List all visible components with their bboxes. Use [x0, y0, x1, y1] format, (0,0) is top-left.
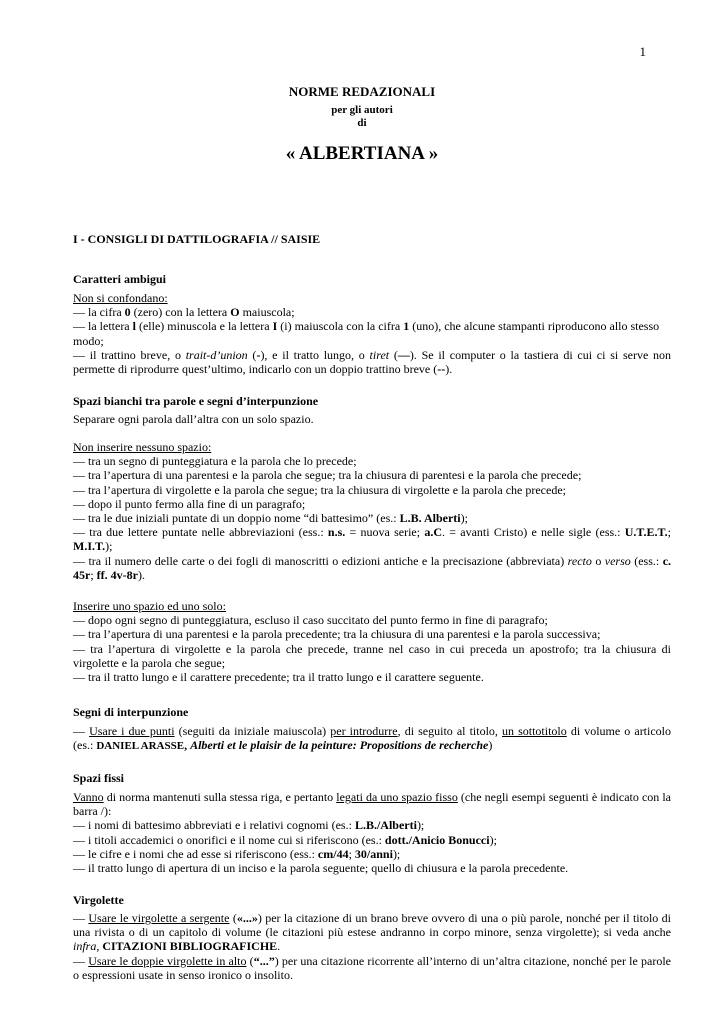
document-subtitle — [0, 104, 724, 130]
none-item-3: — tra l’apertura di virgolette e la parola che segue; tra la chiusura di virgolette e la parola che precede; — [73, 482, 566, 497]
heading-spazi-bianchi: Spazi bianchi tra parole e segni d’interpunzione — [73, 394, 319, 408]
one-item-1: — dopo ogni segno di punteggiatura, escluso il caso succitato del punto fermo in fine di paragrafo; — [73, 613, 548, 628]
caratteri-item-2: — la lettera l (elle) minuscola e la lettera I (i) maiuscola con la cifra 1 (uno), che alcune stampanti riproducono allo stesso modo; — [73, 319, 660, 348]
subtitle-line-1: per gli autori — [331, 104, 393, 116]
fissi-item-4: — il tratto lungo di apertura di un inciso e la parola seguente; quello di chiusura e la parola precedente. — [73, 861, 569, 876]
one-list-title: Inserire uno spazio ed uno solo: — [73, 599, 226, 613]
heading-virgolette: Virgolette — [73, 893, 124, 907]
none-item-1: — tra un segno di punteggiatura e la parola che lo precede; — [73, 454, 357, 469]
caratteri-item-1: — la cifra 0 (zero) con la lettera O maiuscola; — [73, 305, 295, 320]
none-item-2: — tra l’apertura di una parentesi e la parola che segue; tra la chiusura di parentesi e la parola che precede; — [73, 468, 582, 483]
none-item-5: — tra le due iniziali puntate di un doppio nome “di battesimo” (es.: L.B. Alberti); — [73, 511, 468, 526]
journal-title: « ALBERTIANA » — [285, 143, 439, 164]
caratteri-intro: Non si confondano: — [73, 291, 168, 305]
heading-caratteri-ambigui: Caratteri ambigui — [73, 272, 166, 286]
virgolette-item-2: — Usare le doppie virgolette in alto (“...”) per una citazione ricorrente all’interno di un’altra citazione, nonché per le parole o espressioni usate in senso ironico o insolito. — [73, 953, 672, 982]
none-list-title: Non inserire nessuno spazio: — [73, 440, 212, 454]
subtitle-line-2: di — [357, 117, 367, 129]
virgolette-block — [73, 911, 671, 982]
fissi-item-3: — le cifre e i nomi che ad esse si riferiscono (ess.: cm/44; 30/anni); — [73, 846, 401, 861]
fissi-item-1: — i nomi di battesimo abbreviati e i relativi cognomi (es.: L.B./Alberti); — [73, 818, 425, 833]
spazi-none-list — [73, 440, 671, 582]
none-item-7: — tra il numero delle carte o dei fogli di manoscritti o edizioni antiche e la precisazione (abbreviata) recto o verso (ess.: c. 45r; ff. 4v-8r). — [73, 553, 672, 582]
one-item-4: — tra il tratto lungo e il carattere precedente; tra il tratto lungo e il carattere seguente. — [73, 670, 484, 685]
segni-paragraph: — Usare i due punti (seguiti da iniziale maiuscola) per introdurre, di seguito al titolo, un sottotitolo di volume o articolo (es.: DANIEL ARASSE, Alberti et le plaisir de la peinture: Propositions de recherche) — [73, 724, 672, 753]
none-item-4: — dopo il punto fermo alla fine di un paragrafo; — [73, 496, 306, 511]
section-heading-1: I - CONSIGLI DI DATTILOGRAFIA // SAISIE — [73, 232, 321, 246]
none-item-6: — tra due lettere puntate nelle abbreviazioni (ess.: n.s. = nuova serie; a.C. = avanti Cristo) e nelle sigle (ess.: U.T.E.T.; M.I.T.); — [73, 525, 671, 554]
fissi-item-2: — i titoli accademici o onorifici e il nome cui si riferiscono (es.: dott./Anicio Bonucci); — [73, 832, 497, 847]
spazi-one-list — [73, 599, 671, 684]
page-number: 1 — [639, 44, 646, 59]
heading-segni-interpunzione: Segni di interpunzione — [73, 705, 189, 719]
heading-spazi-fissi: Spazi fissi — [73, 771, 125, 785]
one-item-3: — tra l’apertura di virgolette e la parola che precede, tranne nel caso in cui preceda un apostrofo; tra la chiusura di virgolette e la parola che segue; — [73, 641, 671, 670]
document-title: NORME REDAZIONALI — [288, 84, 436, 99]
spazi-intro: Separare ogni parola dall’altra con un solo spazio. — [73, 412, 314, 426]
virgolette-item-1: — Usare le virgolette a sergente («...») per la citazione di un brano breve ovvero di una o più parole, nonché per il titolo di una rivista o di un capitolo di volume (le citazioni più estese andranno in corpo minore, senza virgolette); si veda anche infra, CITAZIONI BIBLIOGRAFICHE. — [73, 911, 672, 954]
one-item-2: — tra l’apertura di una parentesi e la parola precedente; tra la chiusura di una parentesi e la parola successiva; — [73, 627, 601, 642]
caratteri-block — [73, 291, 671, 376]
fissi-block: Vanno di norma mantenuti sulla stessa riga, e pertanto legati da uno spazio fisso (che negli esempi seguenti è indicato con la barra /): — i nomi di battesimo abbreviati e i relativi cognomi (es.: L.B./Alberti); — i titoli accademici o onorifici e il nome cui si riferiscono (es.: dott./Anicio Bonucci); — le cifre e i nomi che ad esse si riferiscono (ess.: cm/44; 30/anni); — il tratto lungo di apertura di un inciso e la parola seguente; quello di chiusura e la parola precedente. — [73, 790, 671, 876]
caratteri-item-3: — il trattino breve, o trait-d’union (-), e il tratto lungo, o tiret (—). Se il computer o la tastiera di cui ci si serve non permette di riprodurre quest’ultimo, indicarlo con un doppio trattino breve (--). — [73, 347, 672, 377]
